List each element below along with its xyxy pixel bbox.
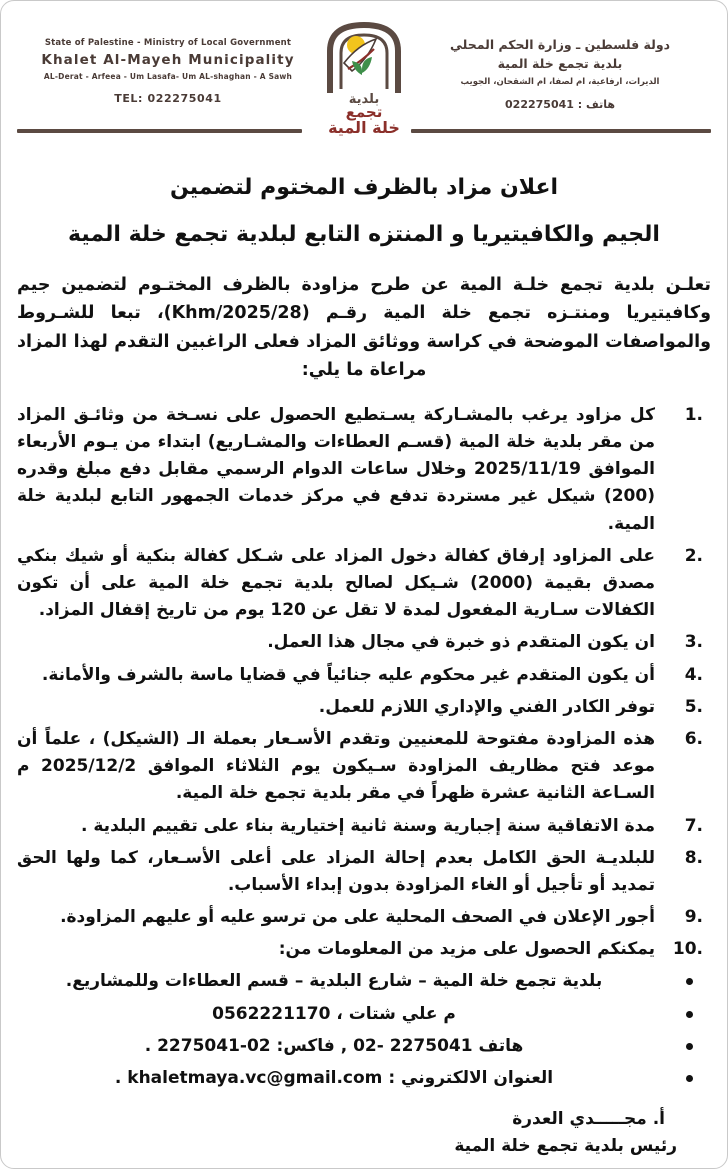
title-line-1: اعلان مزاد بالظرف المختوم لتضمين [169, 175, 559, 200]
condition-item: للبلديـة الحق الكامل بعدم إحالة المزاد على أعلى الأسـعار، كما ولها الحق تمديد أو تأجيل أو الغاء المزاودة بدون إبداء الأسباب. [17, 847, 655, 895]
signature-block [17, 1106, 711, 1160]
header-divider-right [411, 129, 711, 133]
english-municipality-name: Khalet Al-Mayeh Municipality [41, 51, 295, 68]
announcement-body [1, 271, 727, 1160]
english-telephone: TEL: 022275041 [114, 92, 222, 106]
condition-item: أجور الإعلان في الصحف المحلية على من ترسو عليه أو عليهم المزاودة. [60, 907, 655, 928]
arabic-municipality-name: بلدية تجمع خلة المية [497, 56, 623, 72]
letterhead-arabic-block [415, 35, 705, 111]
signatory-name: أ. مجـــــدي العدرة [512, 1108, 665, 1129]
contact-item: م علي شتات ، 0562221170 [17, 1001, 711, 1027]
condition-item: ان يكون المتقدم ذو خبرة في مجال هذا العمل. [267, 632, 655, 653]
condition-item: كل مزاود يرغب بالمشـاركة يسـتطيع الحصول على نسـخة من وثائـق المزاد من مقر بلدية خلة المية (قسـم العطاءات والمشـاريع) ابتداء من يـوم الأربعاء الموافق 2025/11/19 وخلال ساعات الدوام الرسمي مقابل دفع مبلغ وقدره (200) شيكل غير مستردة تدفع في مركز خدمات الجمهور التابع لبلدية خلة المية. [17, 404, 656, 534]
announcement-title [1, 171, 727, 251]
arabic-state-ministry: دولة فلسطين ـ وزارة الحكم المحلي [449, 37, 671, 52]
condition-item: يمكنكم الحصول على مزيد من المعلومات من: [278, 939, 655, 960]
logo-text-top: بلدية [348, 92, 380, 107]
english-state-ministry: State of Palestine - Ministry of Local Government [44, 38, 292, 48]
arabic-villages-list: الديرات، ارفاعية، ام لصفا، ام الشقحان، الجويب [460, 76, 660, 87]
condition-item: هذه المزاودة مفتوحة للمعنيين وتقدم الأسـعار بعملة الـ (الشيكل) ، علماً أن موعد فتح مظاريف المزاودة سـيكون يوم الثلاثاء الموافق 2025/12/2 م السـاعة الثانية عشرة ظهراً في مقر بلدية تجمع خلة المية. [17, 728, 655, 804]
contact-item: هاتف 2275041 -02 , فاكس: 02-2275041 . [17, 1033, 711, 1059]
contact-item: العنوان الالكتروني : khaletmaya.vc@gmail.com . [17, 1065, 711, 1091]
english-villages-list: AL-Derat - Arfeea - Um Lasafa- Um AL-shaghan - A Sawh [43, 72, 293, 82]
letterhead-english-block [27, 37, 309, 105]
condition-item: على المزاود إرفاق كفالة دخول المزاد على شـكل كفالة بنكية أو شيك بنكي مصدق بقيمة (2000) شـيكل لصالح بلدية تجمع خلة المية على أن تكون الكفالات سـارية المفعول لمدة لا تقل عن 120 يوم من تاريخ إقفال المزاد. [17, 545, 655, 621]
title-line-2: الجيم والكافيتيريا و المنتزه التابع لبلدية تجمع خلة المية [68, 222, 660, 247]
condition-item: أن يكون المتقدم غير محكوم عليه جنائياً في قضايا ماسة بالشرف والأمانة. [41, 664, 655, 685]
contact-item: بلدية تجمع خلة المية – شارع البلدية – قسم العطاءات وللمشاريع. [17, 968, 711, 994]
logo-text-bottom: خلة المية [328, 118, 400, 137]
intro-paragraph: تعلـن بلدية تجمع خلـة المية عن طرح مزاودة بالظرف المختـوم لتضمين جيم وكافيتيريا ومنتـزه تجمع خلة المية رقـم (Khm/2025/28)، تبعا للشـروط والمواصفات الموضحة في كراسة ووثائق المزاد فعلى الراغبين التقدم لهذا المزاد مراعاة ما يلي: [17, 275, 711, 381]
condition-item: توفر الكادر الفني والإداري اللازم للعمل. [318, 696, 655, 717]
letterhead [1, 1, 727, 139]
conditions-list [17, 402, 711, 964]
logo-text-mid: تجمع [345, 103, 383, 121]
municipality-logo [312, 15, 416, 143]
contacts-list [17, 968, 711, 1091]
condition-item: مدة الاتفاقية سنة إجبارية وسنة ثانية إختيارية بناء على تقييم البلدية . [81, 815, 655, 836]
signatory-role: رئيس بلدية تجمع خلة المية [454, 1136, 677, 1156]
header-divider-left [17, 129, 302, 133]
arabic-telephone: هاتف : 022275041 [505, 97, 615, 111]
